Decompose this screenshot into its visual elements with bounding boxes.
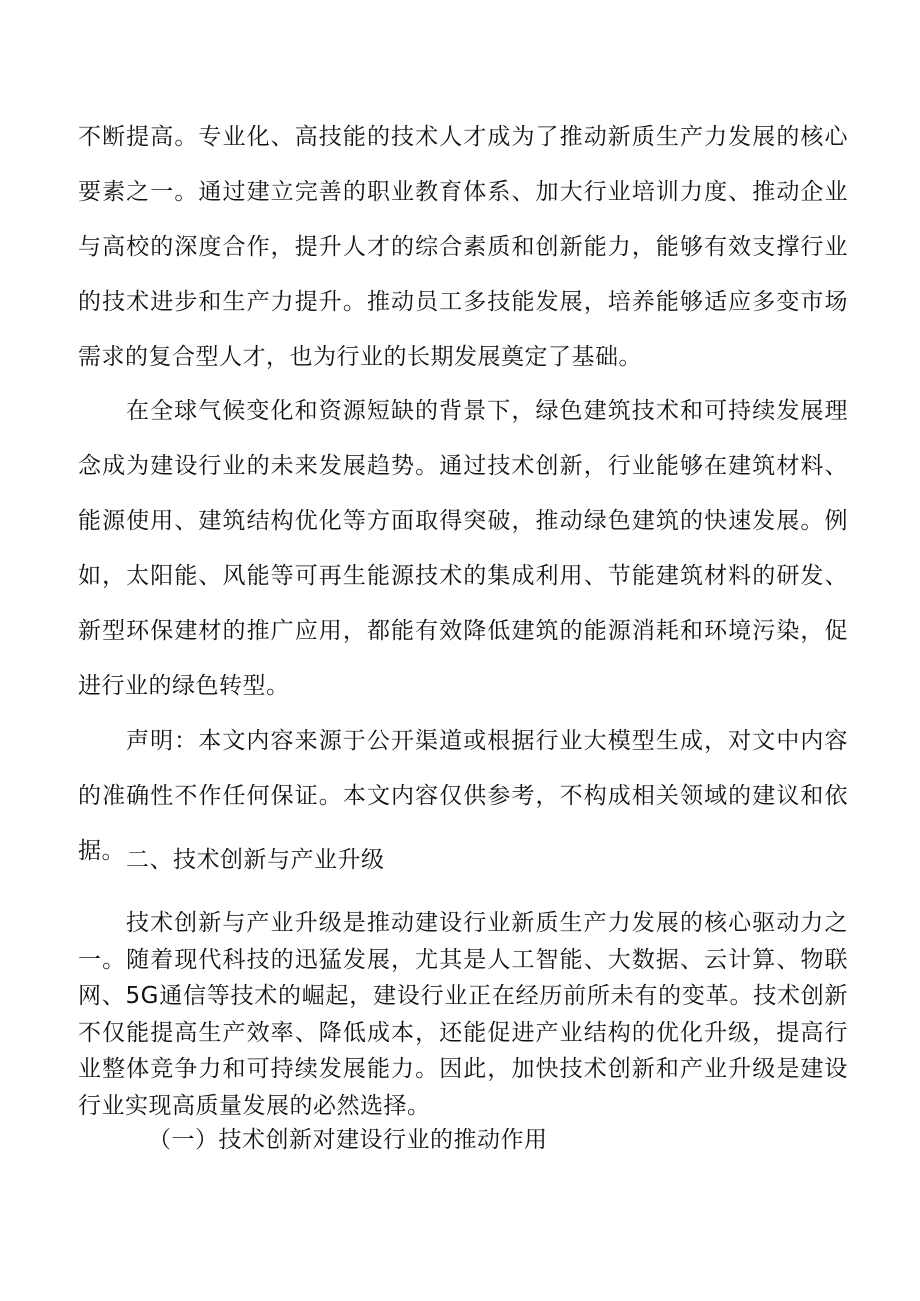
- paragraph-disclaimer: 声明：本文内容来源于公开渠道或根据行业大模型生成，对文中内容的准确性不作任何保证。本文内容仅供参考，不构成相关领域的建议和依据。: [78, 728, 848, 864]
- paragraph-talent: 不断提高。专业化、高技能的技术人才成为了推动新质生产力发展的核心要素之一。通过建立完善的职业教育体系、加大行业培训力度、推动企业与高校的深度合作，提升人才的综合素质和创新能力，能够有效支撑行业的技术进步和生产力提升。推动员工多技能发展，培养能够适应多变市场需求的复合型人才，也为行业的长期发展奠定了基础。: [78, 124, 848, 370]
- section-heading: 二、技术创新与产业升级: [126, 847, 385, 873]
- paragraph-green-building: 在全球气候变化和资源短缺的背景下，绿色建筑技术和可持续发展理念成为建设行业的未来发展趋势。通过技术创新，行业能够在建筑材料、能源使用、建筑结构优化等方面取得突破，推动绿色建筑的快速发展。例如，太阳能、风能等可再生能源技术的集成利用、节能建筑材料的研发、新型环保建材的推广应用，都能有效降低建筑的能源消耗和环境污染，促进行业的绿色转型。: [78, 398, 848, 699]
- paragraph-tech-innovation: 技术创新与产业升级是推动建设行业新质生产力发展的核心驱动力之一。随着现代科技的迅猛发展，尤其是人工智能、大数据、云计算、物联网、5G通信等技术的崛起，建设行业正在经历前所未有的变革。技术创新不仅能提高生产效率、降低成本，还能促进产业结构的优化升级，提高行业整体竞争力和可持续发展能力。因此，加快技术创新和产业升级是建设行业实现高质量发展的必然选择。: [78, 910, 848, 1119]
- subsection-heading: （一）技术创新对建设行业的推动作用: [148, 1127, 548, 1153]
